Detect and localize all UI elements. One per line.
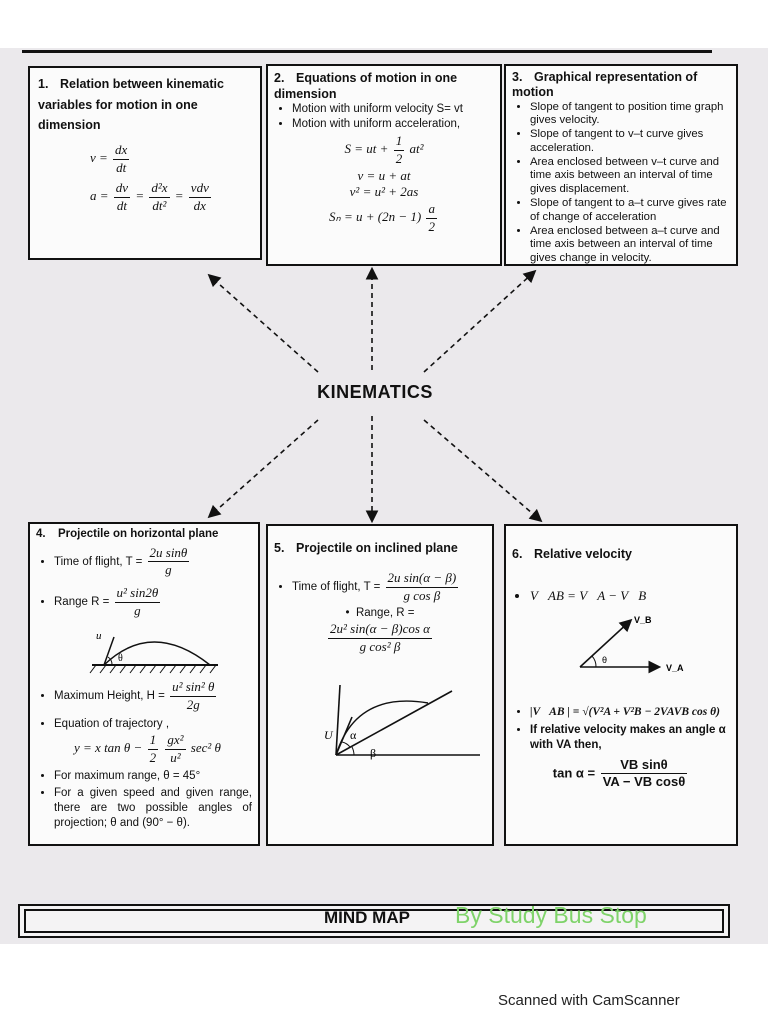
list-item: • Motion with uniform acceleration, xyxy=(292,117,494,132)
footer-title: MIND MAP xyxy=(324,908,410,927)
box1-heading: Relation between kinematic variables for motion in one dimension xyxy=(38,77,224,133)
list-item: • Range R = $\frac{\text{u² sin2θ}}{g}$ xyxy=(54,585,252,619)
eq-displacement: S = ut + $\frac{1}{2}$ at² xyxy=(344,133,424,167)
range-label: • Range, R = xyxy=(345,607,415,620)
eq-velocity-displacement: v² = u² + 2as xyxy=(349,184,419,200)
fig-theta-label: θ xyxy=(118,653,123,665)
box-graphical-representation: 3. Graphical representation of motion • Slope of tangent to position time graph gives velocity. • Slope of tangent to v–t curve gives acceleration. • Area enclosed between v–t curve and time axis between an interval of time gives displacement. • Slope of tangent to a–t curve gives rate of change of acceleration • Area enclosed between a–t curve and time axis between an interval of time gives change in velocity. xyxy=(504,64,738,266)
relative-velocity-figure xyxy=(574,611,694,681)
list-item: • Area enclosed between a–t curve and time axis between an interval of time gives change in velocity. xyxy=(530,225,730,266)
list-item: • If relative velocity makes an angle α with VA then, xyxy=(530,723,730,752)
list-item: • For a given speed and given range, there are two possible angles of projection; θ and (90° − θ). xyxy=(54,786,252,830)
box2-heading: Equations of motion in one dimension xyxy=(274,71,458,101)
box6-heading: Relative velocity xyxy=(534,547,632,561)
box3-heading: Graphical representation of motion xyxy=(512,70,698,100)
fig-u-label: u xyxy=(96,630,102,643)
list-item: • Motion with uniform velocity S= vt xyxy=(292,102,494,117)
fig-vb-label: V_B xyxy=(634,614,652,625)
eq-nth-second: Sₙ = u + (2n − 1) $\frac{a}{2}$ xyxy=(329,200,435,234)
center-title: KINEMATICS xyxy=(317,382,433,402)
list-item: • Time of flight, T = $\frac{\text{2u sin(α − β)}}{\text{g cos β}}$ xyxy=(292,570,486,604)
fig-u-label: U xyxy=(324,728,333,743)
list-item: • Slope of tangent to v–t curve gives acceleration. xyxy=(530,128,730,156)
list-item: • Equation of trajectory , xyxy=(54,717,252,732)
list-item: • Area enclosed between v–t curve and time axis between an interval of time gives displacement. xyxy=(530,156,730,197)
list-item: • Time of flight, T = $\frac{\text{2u sinθ}}{g}$ xyxy=(54,545,252,579)
box-projectile-horizontal: 4. Projectile on horizontal plane • Time of flight, T = $\frac{\text{2u sinθ}}{g}$ • Range R = $\frac{\text{u² sin2θ}}{g}$ u θ • Maximum Height, H = $\frac{\text{u² sin² θ}}{2g}$ • Equation of trajectory , y = x tan θ − $\frac{1}{2}$ $\frac{\text{gx²}}{\text{u²}}$ sec² θ • For maximum range, θ = 45° • For a given speed and given range, there are two possible angles of projection; θ and (90° − θ). xyxy=(28,522,260,846)
box-relative-velocity: 6. Relative velocity • V⃗AB = V⃗A − V⃗B V_B V_A θ • |V⃗AB | = √(V²A + V²B − 2VAVB cos θ) • If relative velocity makes an angle α with VA then, tan α = $\frac{\text{VB sinθ}}{\text{VA − VB cosθ}}$ xyxy=(504,524,738,846)
box4-heading: Projectile on horizontal plane xyxy=(58,528,219,540)
fig-beta-label: β xyxy=(370,746,377,761)
box-projectile-inclined: 5. Projectile on inclined plane • Time of flight, T = $\frac{\text{2u sin(α − β)}}{\text{g cos β}}$ • Range, R = $\frac{\text{2u² sin(α − β)cos α}}{\text{g cos² β}}$ U α β xyxy=(266,524,494,846)
list-item: • Slope of tangent to a–t curve gives rate of change of acceleration xyxy=(530,197,730,225)
projectile-figure xyxy=(42,623,252,679)
fig-alpha-label: α xyxy=(350,728,357,743)
list-item: • Slope of tangent to position time graph gives velocity. xyxy=(530,101,730,129)
list-item: • For maximum range, θ = 45° xyxy=(54,769,252,784)
fig-theta-label: θ xyxy=(602,654,608,665)
box-equations-of-motion: 2. Equations of motion in one dimension • Motion with uniform velocity S= vt • Motion with uniform acceleration, S = ut + $\frac{1}{2}$ at² v = u + at v² = u² + 2as Sₙ = u + (2n − 1) $\frac{a}{2}$ xyxy=(266,64,502,266)
watermark: By Study Bus Stop xyxy=(455,902,647,928)
eq-relative-magnitude: • |V⃗AB | = √(V²A + V²B − 2VAVB cos θ) xyxy=(530,705,730,720)
eq-relative-velocity: • V⃗AB = V⃗A − V⃗B xyxy=(530,588,730,605)
eq-acceleration: a = $\frac{dv}{dt}$ = $\frac{\text{d²x}}{\text{dt²}}$ = $\frac{\text{vdv}}{dx}$ xyxy=(90,180,209,213)
scanner-credit: Scanned with CamScanner xyxy=(498,992,680,1009)
box5-heading: Projectile on inclined plane xyxy=(296,541,458,555)
eq-velocity: v = $\frac{dx}{dt}$ xyxy=(90,141,128,175)
fig-va-label: V_A xyxy=(666,662,684,673)
eq-range-inclined: $\frac{\text{2u² sin(α − β)cos α}}{\text{g cos² β}}$ xyxy=(330,620,430,654)
eq-trajectory: y = x tan θ − $\frac{1}{2}$ $\frac{\text{gx²}}{\text{u²}}$ sec² θ xyxy=(74,732,221,765)
list-item: • Maximum Height, H = $\frac{\text{u² sin² θ}}{2g}$ xyxy=(54,679,252,713)
inclined-projectile-figure xyxy=(276,677,488,767)
box-kinematic-relations: 1. Relation between kinematic variables for motion in one dimension v = $\frac{dx}{dt}$ a = $\frac{dv}{dt}$ = $\frac{\text{d²x}}{\text{dt²}}$ = $\frac{\text{vdv}}{dx}$ xyxy=(28,66,262,260)
eq-velocity-time: v = u + at xyxy=(357,167,411,183)
eq-tan-alpha: tan α = $\frac{\text{VB sinθ}}{\text{VA − VB cosθ}}$ xyxy=(552,756,686,790)
